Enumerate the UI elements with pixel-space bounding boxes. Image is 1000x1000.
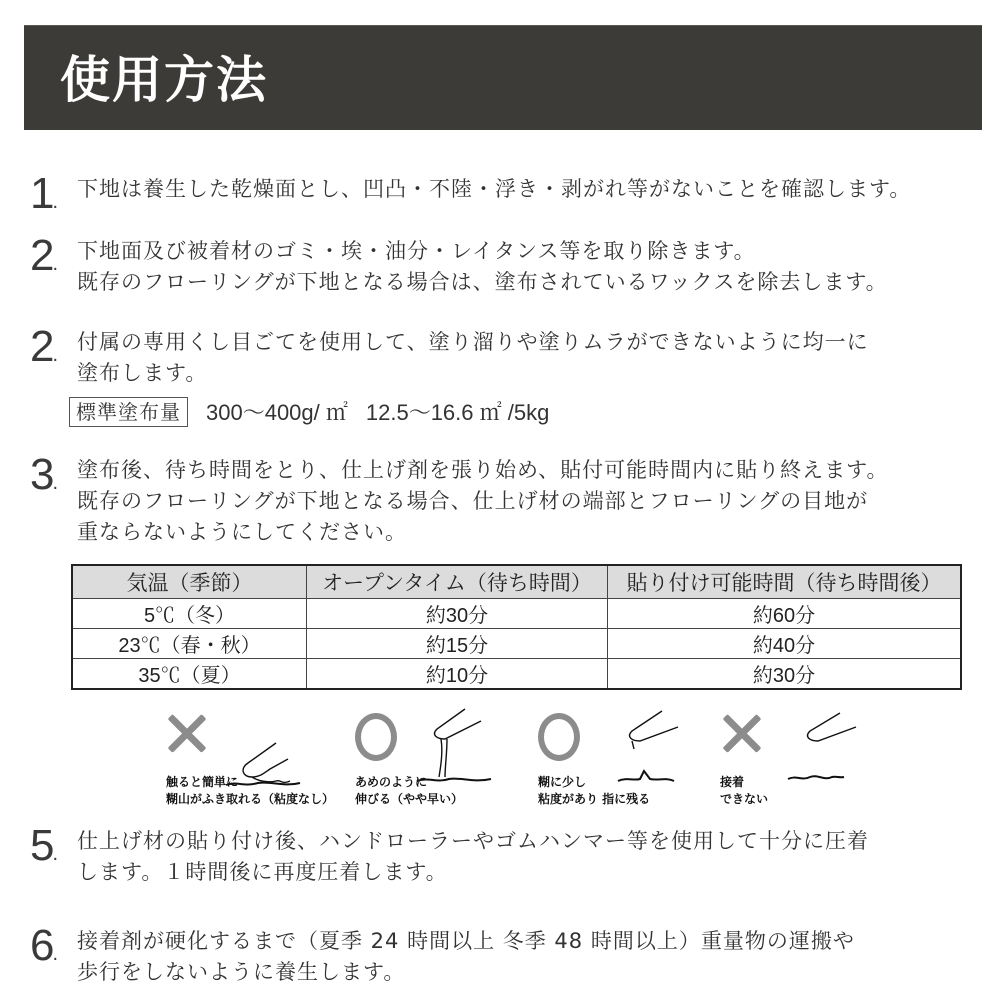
step-number: 6. [30, 921, 57, 970]
step-number: 2. [30, 322, 57, 371]
page-title: 使用方法 [60, 51, 268, 109]
table-row [72, 599, 961, 629]
cross-mark-icon [167, 713, 207, 753]
column-header: オープンタイム（待ち時間） [307, 565, 608, 599]
table-header-row [72, 565, 961, 599]
table-cell: 35℃（夏） [72, 659, 307, 690]
step-text: 既存のフローリングが下地となる場合、仕上げ材の端部とフローリングの目地が [77, 489, 869, 513]
page-header [24, 25, 982, 130]
step-text: 塗布します。 [77, 361, 208, 385]
finger-dry-icon [800, 711, 860, 746]
step-text: 接着剤が硬化するまで（夏季 24 時間以上 冬季 48 時間以上）重量物の運搬や [77, 929, 855, 953]
step-text: 歩行をしないように養生します。 [77, 960, 406, 984]
illustration-caption: 触ると簡単に 糊山がふき取れる（粘度なし） [166, 775, 335, 806]
table-cell: 5℃（冬） [72, 599, 307, 629]
column-header: 気温（季節） [72, 565, 307, 599]
finger-tack-icon [618, 709, 698, 754]
step-text: 付属の専用くし目ごてを使用して、塗り溜りや塗りムラができないように均一に [77, 330, 869, 354]
illustration-caption: 糊に少し 粘度があり 指に残る [538, 775, 651, 806]
spec-label: 標準塗布量 [69, 397, 188, 427]
adhesive-line-icon [786, 771, 846, 785]
step-number: 2. [30, 231, 57, 280]
step-number: 1. [30, 169, 57, 218]
step-text: 下地は養生した乾燥面とし、凹凸・不陸・浮き・剥がれ等がないことを確認します。 [77, 177, 912, 201]
step-number: 3. [30, 450, 57, 499]
spec-value-per-area: 300〜400g/ ㎡ [206, 400, 348, 425]
table-cell: 約60分 [608, 599, 962, 629]
illustration-caption: 接着 できない [720, 775, 769, 806]
spec-value-per-can: 12.5〜16.6 ㎡ /5kg [365, 400, 550, 425]
table-cell: 約30分 [608, 659, 962, 690]
step-number: 5. [30, 821, 57, 870]
step-text: 塗布後、待ち時間をとり、仕上げ剤を張り始め、貼付可能時間内に貼り終えます。 [77, 458, 889, 482]
table-cell: 23℃（春・秋） [72, 629, 307, 659]
curing-time-table [71, 564, 962, 690]
column-header: 貼り付け可能時間（待ち時間後） [608, 565, 962, 599]
step-text: 既存のフローリングが下地となる場合は、塗布されているワックスを除去します。 [77, 270, 888, 294]
step-text: します。１時間後に再度圧着します。 [77, 860, 448, 884]
circle-mark-icon [538, 713, 580, 761]
table-cell: 約30分 [307, 599, 608, 629]
table-cell: 約15分 [307, 629, 608, 659]
step-text: 重ならないようにしてください。 [77, 520, 407, 544]
circle-mark-icon [355, 713, 397, 761]
table-cell: 約10分 [307, 659, 608, 690]
step-text: 仕上げ材の貼り付け後、ハンドローラーやゴムハンマー等を使用して十分に圧着 [77, 829, 869, 853]
standard-coverage [69, 395, 549, 428]
table-row [72, 659, 961, 690]
cross-mark-icon [722, 713, 762, 753]
table-cell: 約40分 [608, 629, 962, 659]
table-row [72, 629, 961, 659]
step-text: 下地面及び被着材のゴミ・埃・油分・レイタンス等を取り除きます。 [77, 239, 756, 263]
illustration-caption: あめのように 伸びる（やや早い） [355, 775, 464, 806]
